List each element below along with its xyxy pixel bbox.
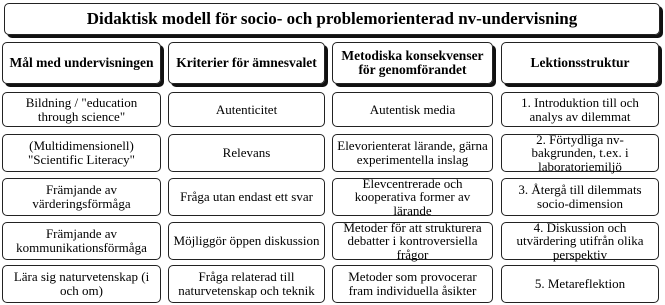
methods-cell-3: Elevcentrerade och kooperativa former av lärande [332, 178, 493, 216]
goals-cell-3: Främjande av värderingsförmåga [2, 178, 161, 216]
methods-cell-5: Metoder som provocerar fram individuella åsikter [332, 265, 493, 303]
criteria-cell-4: Möjliggör öppen diskussion [168, 222, 325, 260]
structure-cell-3: 3. Återgå till dilemmats socio-dimension [501, 178, 659, 216]
header-methods: Metodiska konsekvenser för genomförandet [332, 42, 493, 84]
header-goals: Mål med undervisningen [2, 42, 161, 84]
goals-cell-2: (Multidimensionell) "Scientific Literacy" [2, 134, 161, 172]
goals-cell-4: Främjande av kommunikationsförmåga [2, 222, 161, 260]
criteria-cell-2: Relevans [168, 134, 325, 172]
methods-cell-1: Autentisk media [332, 92, 493, 127]
structure-cell-1: 1. Introduktion till och analys av dilemmat [501, 92, 659, 127]
criteria-cell-1: Autenticitet [168, 92, 325, 127]
structure-cell-4: 4. Diskussion och utvärdering utifrån olika perspektiv [501, 222, 659, 260]
diagram-title: Didaktisk modell för socio- och problemorienterad nv-undervisning [4, 3, 660, 35]
criteria-cell-3: Fråga utan endast ett svar [168, 178, 325, 216]
methods-cell-2: Elevorienterat lärande, gärna experimentella inslag [332, 134, 493, 172]
criteria-cell-5: Fråga relaterad till naturvetenskap och teknik [168, 265, 325, 303]
methods-cell-4: Metoder för att strukturera debatter i kontroversiella frågor [332, 222, 493, 260]
goals-cell-5: Lära sig naturvetenskap (i och om) [2, 265, 161, 303]
header-lesson-structure: Lektionsstruktur [501, 42, 659, 84]
structure-cell-5: 5. Metareflektion [501, 265, 659, 303]
header-criteria: Kriterier för ämnesvalet [168, 42, 325, 84]
structure-cell-2: 2. Förtydliga nv-bakgrunden, t.ex. i laboratoriemiljö [501, 134, 659, 172]
goals-cell-1: Bildning / "education through science" [2, 92, 161, 127]
